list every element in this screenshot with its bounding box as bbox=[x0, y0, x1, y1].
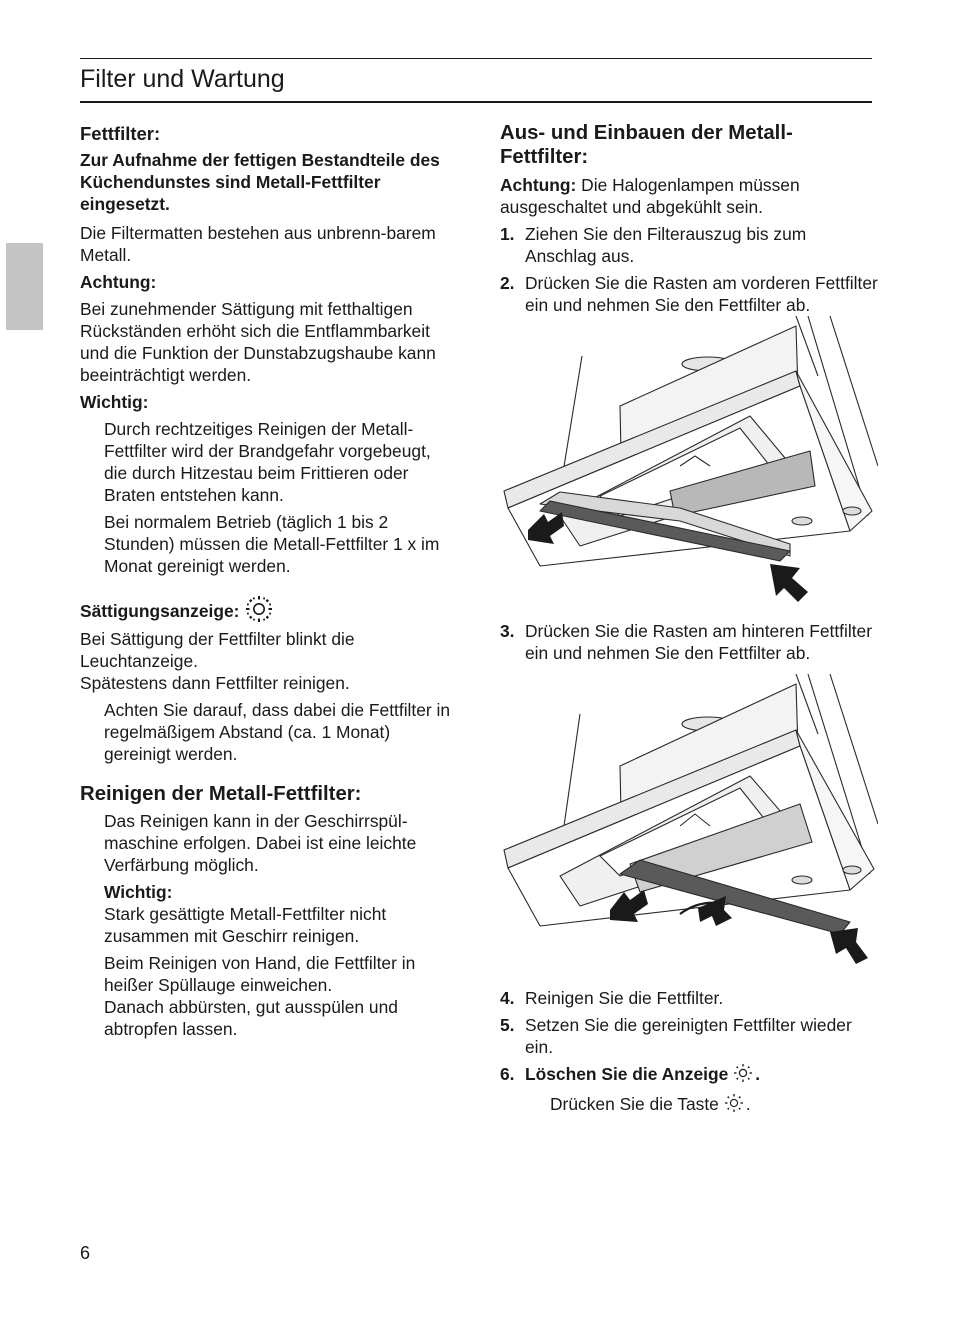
saettigung-label-line bbox=[80, 595, 452, 628]
step-text-line bbox=[525, 1063, 878, 1088]
step-text: Reinigen Sie die Fettfilter. bbox=[525, 988, 724, 1008]
saturation-indicator-icon bbox=[243, 595, 275, 628]
step-text: Drücken Sie die Rasten am hinteren Fettfilter ein und nehmen Sie den Fettfilter ab. bbox=[525, 621, 873, 663]
press-key-period: . bbox=[745, 1094, 751, 1114]
figure-remove-front-filter bbox=[500, 316, 878, 606]
step-6-period: . bbox=[755, 1064, 761, 1084]
step-number: 2. bbox=[500, 273, 515, 293]
step-number: 4. bbox=[500, 988, 515, 1008]
reinigen-hand-1: Beim Reinigen von Hand, die Fettfilter in heißer Spüllauge einweichen. bbox=[104, 953, 416, 995]
step-2 bbox=[500, 272, 878, 316]
step-4 bbox=[500, 987, 878, 1009]
step-number: 1. bbox=[500, 224, 515, 244]
reinigen-heading: Reinigen der Metall-Fettfilter: bbox=[80, 783, 362, 805]
figure-remove-rear-filter bbox=[500, 664, 878, 982]
right-column bbox=[500, 121, 878, 1118]
reinigen-hand-2: Danach abbürsten, gut ausspülen und abtropfen lassen. bbox=[104, 997, 398, 1039]
reinigen-wichtig-label: Wichtig: bbox=[104, 882, 173, 902]
wichtig-text-2: Bei normalem Betrieb (täglich 1 bis 2 Stunden) müssen die Metall-Fettfilter 1 x im Monat gereinigt werden. bbox=[104, 512, 440, 576]
step-text: Löschen Sie die Anzeige bbox=[525, 1064, 729, 1084]
saettigung-text-2: Spätestens dann Fettfilter reinigen. bbox=[80, 673, 350, 693]
step-text: Drücken Sie die Rasten am vorderen Fettfilter ein und nehmen Sie den Fettfilter ab. bbox=[525, 273, 878, 315]
press-key-line bbox=[500, 1093, 878, 1118]
press-key-text: Drücken Sie die Taste bbox=[550, 1094, 719, 1114]
einbau-achtung bbox=[500, 174, 878, 218]
step-text: Ziehen Sie den Filterauszug bis zum Anschlag aus. bbox=[525, 224, 807, 266]
step-1 bbox=[500, 223, 878, 267]
filtermatten-text: Die Filtermatten bestehen aus unbrenn-barem Metall. bbox=[80, 223, 436, 265]
saturation-indicator-icon bbox=[723, 1093, 745, 1118]
saettigung-text-3: Achten Sie darauf, dass dabei die Fettfilter in regelmäßigem Abstand (ca. 1 Monat) gereinigt werden. bbox=[104, 700, 451, 764]
step-5 bbox=[500, 1014, 878, 1058]
step-6 bbox=[500, 1063, 878, 1088]
reinigen-text-1: Das Reinigen kann in der Geschirrspül-maschine erfolgen. Dabei ist eine leichte Verfärbung möglich. bbox=[104, 811, 417, 875]
header-rule-top bbox=[80, 58, 872, 59]
push-arrow-icon bbox=[770, 564, 808, 602]
wichtig-text-1: Durch rechtzeitiges Reinigen der Metall-Fettfilter wird der Brandgefahr vorgebeugt, die durch Hitzestau beim Frittieren oder Braten entstehen kann. bbox=[104, 419, 431, 505]
step-number: 3. bbox=[500, 621, 515, 641]
fettfilter-heading: Fettfilter: bbox=[80, 123, 161, 144]
step-3 bbox=[500, 620, 878, 664]
language-tab bbox=[6, 243, 43, 330]
step-number: 6. bbox=[500, 1064, 515, 1084]
header-rule-bottom bbox=[80, 101, 872, 103]
einbau-achtung-label: Achtung: bbox=[500, 175, 577, 195]
fettfilter-lead: Zur Aufnahme der fettigen Bestandteile des Küchendunstes sind Metall-Fettfilter eingesetzt. bbox=[80, 150, 440, 214]
wichtig-label: Wichtig: bbox=[80, 392, 149, 412]
achtung-text: Bei zunehmender Sättigung mit fetthaltigen Rückständen erhöht sich die Entflammbarkeit und die Funktion der Dunstabzugshaube kann beeinträchtigt werden. bbox=[80, 299, 436, 385]
reinigen-wichtig-text: Stark gesättigte Metall-Fettfilter nicht zusammen mit Geschirr reinigen. bbox=[104, 904, 387, 946]
saturation-indicator-icon bbox=[732, 1063, 754, 1088]
saettigung-text-1: Bei Sättigung der Fettfilter blinkt die Leuchtanzeige. bbox=[80, 629, 355, 671]
push-arrow-icon bbox=[830, 928, 868, 964]
page-number: 6 bbox=[80, 1243, 91, 1263]
left-column bbox=[80, 121, 452, 1040]
einbau-achtung-text: Die Halogenlampen müssen ausgeschaltet und abgekühlt sein. bbox=[500, 175, 800, 217]
saettigung-label: Sättigungsanzeige: bbox=[80, 601, 240, 621]
step-text: Setzen Sie die gereinigten Fettfilter wieder ein. bbox=[525, 1015, 852, 1057]
page-title: Filter und Wartung bbox=[80, 65, 285, 93]
achtung-label: Achtung: bbox=[80, 272, 157, 292]
step-number: 5. bbox=[500, 1015, 515, 1035]
einbau-heading: Aus- und Einbauen der Metall-Fettfilter: bbox=[500, 122, 793, 168]
